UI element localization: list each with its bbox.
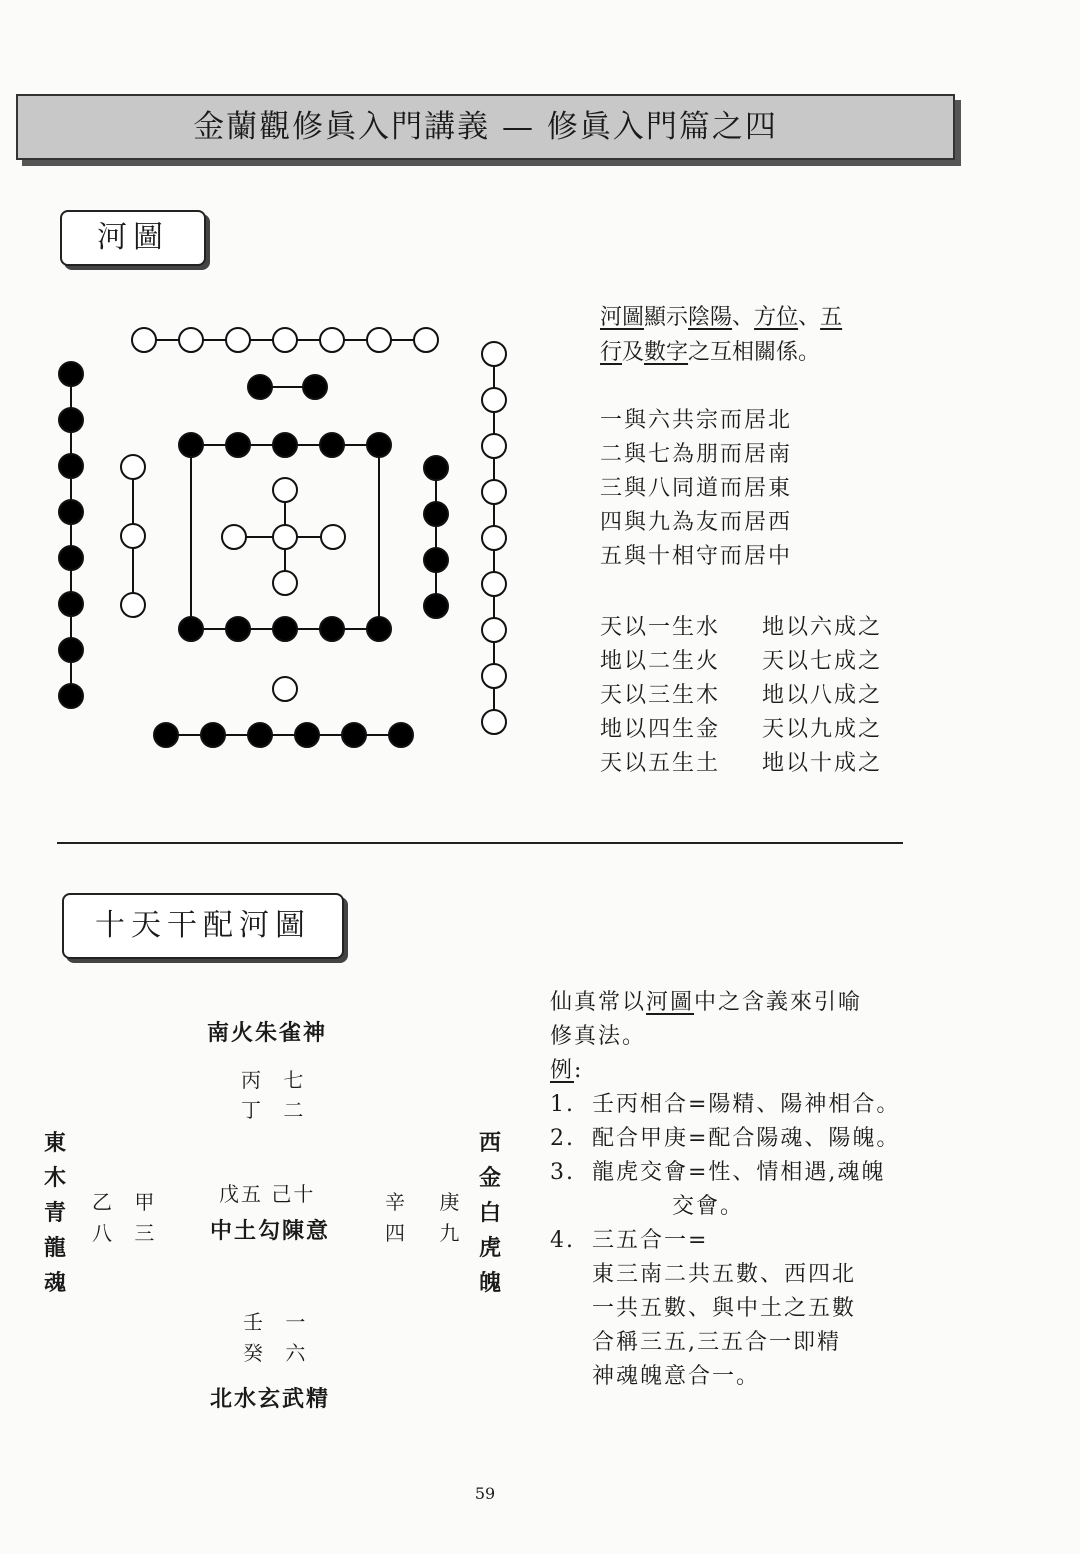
left-filled-dot bbox=[59, 408, 83, 432]
gen-line: 地以四生金 bbox=[600, 717, 721, 742]
right-open-dot bbox=[482, 526, 506, 550]
bottom-filled-dot bbox=[154, 723, 178, 747]
south-label: 南火朱雀神 bbox=[207, 1020, 328, 1046]
tiangan-heading-box bbox=[62, 893, 344, 959]
square-bottom-dot bbox=[367, 617, 391, 641]
right-filled-dot bbox=[424, 594, 448, 618]
example-item bbox=[550, 1156, 940, 1190]
tiangan-heading: 十天干配河圖 bbox=[95, 908, 311, 943]
right-open-dot bbox=[482, 434, 506, 458]
intro-hetu: 河圖 bbox=[600, 305, 645, 330]
upper-filled-dot bbox=[248, 375, 272, 399]
explain-line bbox=[550, 986, 940, 1020]
pair-line: 四與九為友而居西 bbox=[600, 510, 793, 535]
example-word: 例 bbox=[550, 1058, 575, 1083]
item-number: 4. bbox=[550, 1228, 575, 1253]
bottom-filled-dot bbox=[295, 723, 319, 747]
gen-line: 天以一生水 bbox=[600, 615, 721, 640]
item-text: 交會。 bbox=[672, 1194, 745, 1219]
example-item bbox=[550, 1088, 940, 1122]
center-open-dot bbox=[273, 571, 297, 595]
hetu-pairs bbox=[600, 404, 792, 574]
right-open-dot bbox=[482, 388, 506, 412]
upper-filled-dot bbox=[303, 375, 327, 399]
hetu-heading: 河圖 bbox=[97, 220, 169, 255]
left-open-dot bbox=[121, 455, 145, 479]
bottom-filled-dot bbox=[342, 723, 366, 747]
square-top-dot bbox=[273, 433, 297, 457]
square-top-dot bbox=[320, 433, 344, 457]
square-bottom-dot bbox=[179, 617, 203, 641]
tiangan-explanation bbox=[550, 986, 940, 1394]
intro-direction: 方位 bbox=[754, 305, 799, 330]
intro-yinyang: 陰陽 bbox=[688, 305, 733, 330]
pair-line: 二與七為朋而居南 bbox=[600, 442, 793, 467]
example-colon: : bbox=[574, 1058, 584, 1083]
example-item-cont bbox=[550, 1190, 940, 1224]
item4-line bbox=[550, 1292, 940, 1326]
item-text: 東三南二共五數、西四北 bbox=[592, 1262, 857, 1287]
gen-line: 天以三生木 bbox=[600, 683, 721, 708]
top-open-dot bbox=[273, 328, 297, 352]
bottom-filled-dot bbox=[389, 723, 413, 747]
right-open-dot bbox=[482, 664, 506, 688]
center-open-dot bbox=[273, 525, 297, 549]
item-text: 配合甲庚=配合陽魂、陽魄。 bbox=[592, 1126, 901, 1151]
intro-and: 及 bbox=[622, 340, 645, 365]
right-filled-dot bbox=[424, 456, 448, 480]
item-text: 三五合一= bbox=[592, 1228, 709, 1253]
page-number: 59 bbox=[474, 1484, 496, 1503]
item-text: 龍虎交會=性、情相遇,魂魄 bbox=[592, 1160, 886, 1185]
center-num: 戊五 己十 bbox=[219, 1182, 316, 1206]
left-open-dot bbox=[121, 593, 145, 617]
center-open-dot bbox=[321, 525, 345, 549]
intro-numbers: 數字 bbox=[644, 340, 689, 365]
gen-line: 天以五生土 bbox=[600, 751, 721, 776]
square-bottom-dot bbox=[226, 617, 250, 641]
center-open-dot bbox=[222, 525, 246, 549]
right-open-dot bbox=[482, 710, 506, 734]
pair-line: 五與十相守而居中 bbox=[600, 544, 793, 569]
pair-line: 三與八同道而居東 bbox=[600, 476, 793, 501]
intro-elements: 行 bbox=[600, 340, 623, 365]
right-open-dot bbox=[482, 572, 506, 596]
top-open-dot bbox=[179, 328, 203, 352]
top-open-dot bbox=[226, 328, 250, 352]
example-item bbox=[550, 1122, 940, 1156]
square-bottom-dot bbox=[320, 617, 344, 641]
top-open-dot bbox=[320, 328, 344, 352]
left-filled-dot bbox=[59, 684, 83, 708]
intro-tail: 之互相關係。 bbox=[688, 340, 821, 365]
bottom-filled-dot bbox=[201, 723, 225, 747]
intro-five: 五 bbox=[820, 305, 843, 330]
top-open-dot bbox=[414, 328, 438, 352]
square-top-dot bbox=[179, 433, 203, 457]
right-open-dot bbox=[482, 618, 506, 642]
gen-line: 地以六成之 bbox=[762, 615, 883, 640]
lower-open-dot bbox=[273, 677, 297, 701]
west-label: 西金白虎魄 bbox=[478, 1130, 501, 1296]
top-open-dot bbox=[132, 328, 156, 352]
item-text: 神魂魄意合一。 bbox=[592, 1364, 761, 1389]
item-number: 3. bbox=[550, 1160, 575, 1185]
item-number: 1. bbox=[550, 1092, 575, 1117]
intro-text: 顯示 bbox=[644, 305, 689, 330]
east-label: 東木青龍魂 bbox=[43, 1130, 66, 1296]
explain-line: 修真法。 bbox=[550, 1024, 647, 1049]
gen-line: 天以七成之 bbox=[762, 649, 883, 674]
explain-text: 仙真常以 bbox=[550, 990, 647, 1015]
left-filled-dot bbox=[59, 500, 83, 524]
north-num: 壬 一 bbox=[243, 1310, 314, 1334]
left-filled-dot bbox=[59, 454, 83, 478]
right-filled-dot bbox=[424, 548, 448, 572]
intro-sep: 、 bbox=[732, 305, 755, 330]
bottom-filled-dot bbox=[248, 723, 272, 747]
left-filled-dot bbox=[59, 592, 83, 616]
hetu-intro bbox=[600, 300, 900, 370]
gen-line: 地以十成之 bbox=[762, 751, 883, 776]
north-num: 癸 六 bbox=[243, 1341, 314, 1365]
east-num: 乙 甲 bbox=[92, 1190, 163, 1214]
right-open-dot bbox=[482, 480, 506, 504]
item4-line bbox=[550, 1360, 940, 1394]
right-filled-dot bbox=[424, 502, 448, 526]
south-num: 丙 七 bbox=[241, 1068, 312, 1092]
pair-line: 一與六共宗而居北 bbox=[600, 408, 793, 433]
example-item bbox=[550, 1224, 940, 1258]
explain-hetu: 河圖 bbox=[646, 990, 695, 1015]
gen-line: 地以二生火 bbox=[600, 649, 721, 674]
square-bottom-dot bbox=[273, 617, 297, 641]
center-label: 中土勾陳意 bbox=[210, 1218, 331, 1244]
right-open-dot bbox=[482, 342, 506, 366]
generation-left bbox=[600, 611, 720, 781]
east-num: 八 三 bbox=[92, 1221, 163, 1245]
gen-line: 地以八成之 bbox=[762, 683, 883, 708]
south-num: 丁 二 bbox=[241, 1098, 312, 1122]
section-divider bbox=[57, 842, 903, 844]
gen-line: 天以九成之 bbox=[762, 717, 883, 742]
left-filled-dot bbox=[59, 546, 83, 570]
north-label: 北水玄武精 bbox=[210, 1386, 331, 1412]
left-filled-dot bbox=[59, 638, 83, 662]
square-top-dot bbox=[367, 433, 391, 457]
center-open-dot bbox=[273, 478, 297, 502]
left-open-dot bbox=[121, 524, 145, 548]
item4-line bbox=[550, 1326, 940, 1360]
example-label bbox=[550, 1054, 940, 1088]
item-number: 2. bbox=[550, 1126, 575, 1151]
generation-right bbox=[762, 611, 882, 781]
square-top-dot bbox=[226, 433, 250, 457]
left-filled-dot bbox=[59, 362, 83, 386]
item-text: 壬丙相合=陽精、陽神相合。 bbox=[592, 1092, 901, 1117]
top-open-dot bbox=[367, 328, 391, 352]
west-num: 四 九 bbox=[385, 1221, 474, 1245]
item4-line bbox=[550, 1258, 940, 1292]
item-text: 一共五數、與中土之五數 bbox=[592, 1296, 857, 1321]
explain-text: 中之含義來引喻 bbox=[694, 990, 863, 1015]
header-title: 金蘭觀修眞入門講義 — 修眞入門篇之四 bbox=[193, 109, 778, 145]
item-text: 合稱三五,三五合一即精 bbox=[592, 1330, 841, 1355]
intro-sep: 、 bbox=[798, 305, 821, 330]
west-num: 辛 庚 bbox=[385, 1190, 474, 1214]
